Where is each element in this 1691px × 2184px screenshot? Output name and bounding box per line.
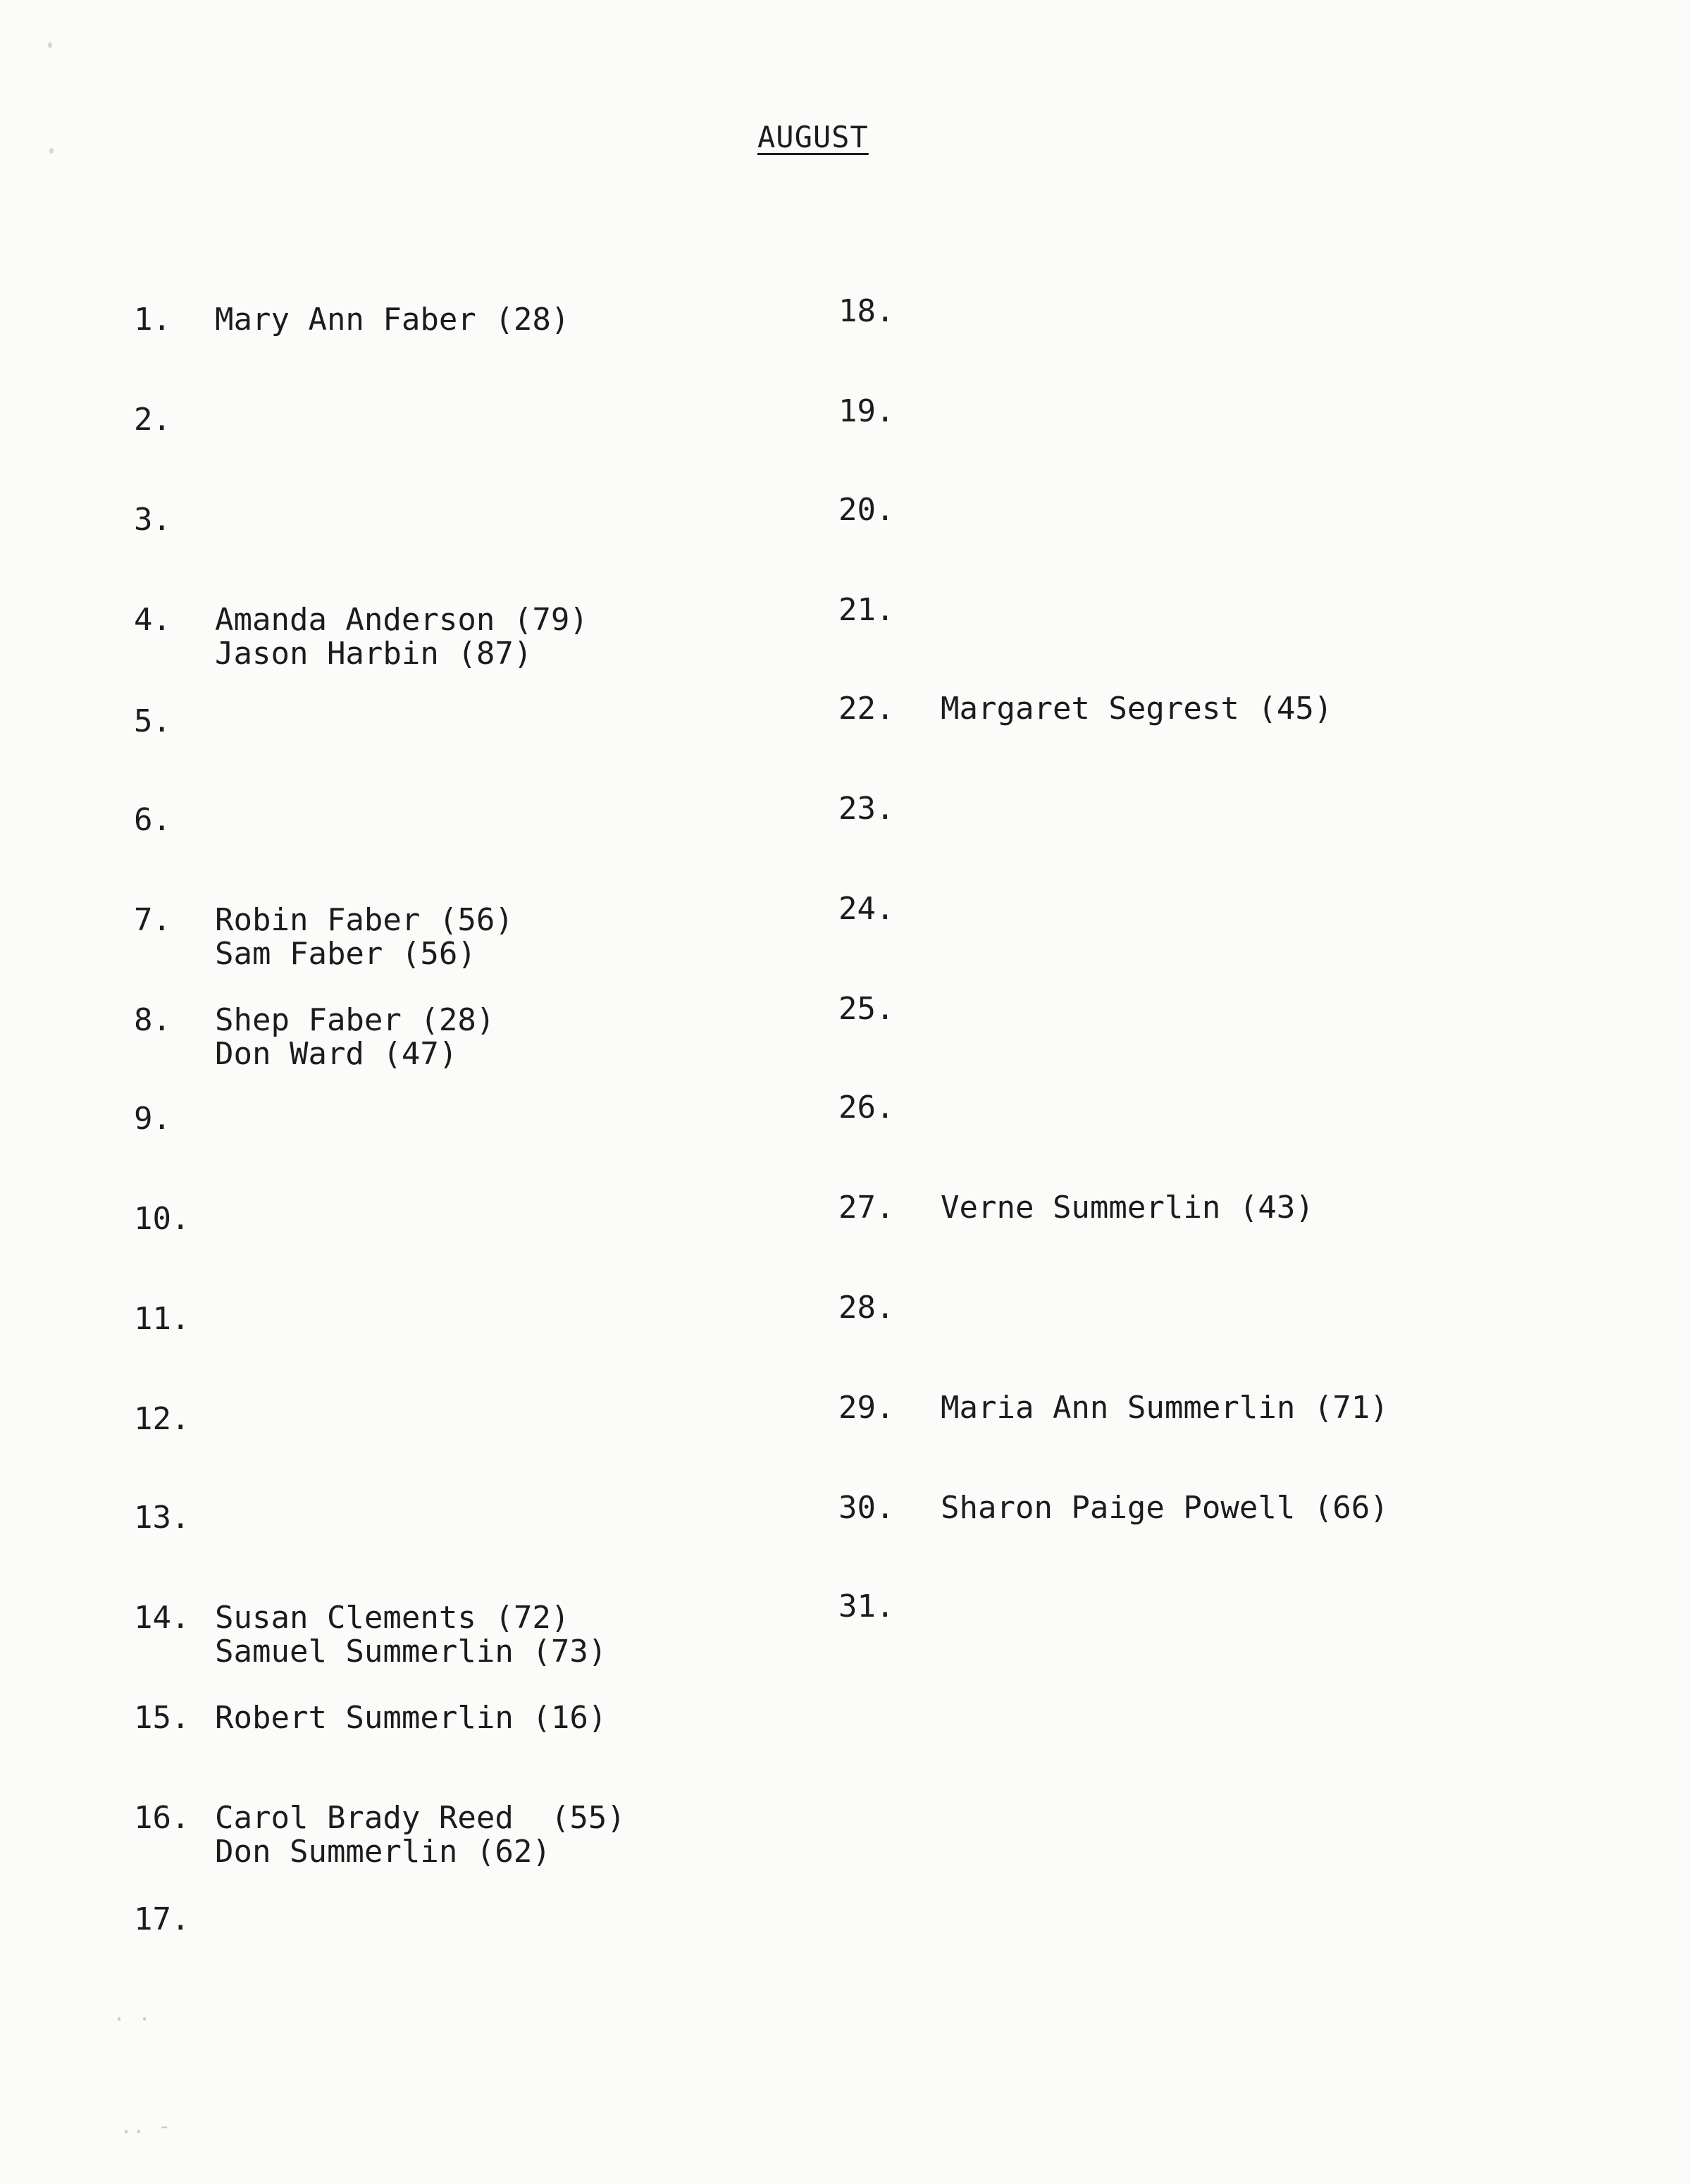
day-entry	[838, 792, 1543, 826]
day-number: 27.	[838, 1190, 895, 1226]
scan-artifact: . .	[113, 2001, 151, 2026]
person-name: Susan Clements (72)	[215, 1600, 570, 1636]
day-entry	[134, 603, 838, 671]
day-entry	[838, 1590, 1543, 1624]
day-number: 9.	[134, 1101, 171, 1137]
person-name: Shep Faber (28)	[215, 1002, 495, 1038]
day-number: 10.	[134, 1201, 190, 1237]
name-list	[215, 1601, 607, 1669]
day-entry	[838, 395, 1543, 428]
day-number: 26.	[838, 1090, 895, 1125]
scan-artifact: .. -	[120, 2114, 171, 2139]
name-list	[941, 1191, 1314, 1225]
day-entry	[134, 705, 838, 739]
day-number: 5.	[134, 703, 171, 739]
person-name: Carol Brady Reed (55)	[215, 1800, 626, 1836]
person-name: Amanda Anderson (79)	[215, 602, 588, 638]
person-name: Margaret Segrest (45)	[941, 691, 1333, 727]
day-entry	[838, 1191, 1543, 1225]
name-list	[215, 903, 514, 971]
person-name: Don Summerlin (62)	[215, 1834, 551, 1870]
name-list	[941, 692, 1332, 726]
day-entry	[838, 992, 1543, 1026]
day-number: 1.	[134, 302, 171, 338]
person-name: Jason Harbin (87)	[215, 636, 533, 672]
day-number: 16.	[134, 1800, 190, 1836]
day-entry	[838, 1291, 1543, 1325]
day-entry	[134, 503, 838, 537]
person-name: Don Ward (47)	[215, 1036, 458, 1072]
name-list	[215, 1004, 495, 1071]
name-list	[941, 1491, 1389, 1525]
day-number: 3.	[134, 502, 171, 538]
person-name: Mary Ann Faber (28)	[215, 302, 570, 338]
day-number: 12.	[134, 1401, 190, 1437]
day-entry	[838, 892, 1543, 926]
day-entry	[134, 1004, 838, 1071]
day-entry	[134, 1801, 838, 1869]
day-entry	[134, 1102, 838, 1136]
name-list	[215, 1701, 607, 1735]
day-entry	[838, 593, 1543, 627]
day-number: 11.	[134, 1301, 190, 1337]
day-number: 18.	[838, 293, 895, 329]
name-list	[215, 1801, 626, 1869]
day-entry	[134, 1202, 838, 1236]
day-number: 25.	[838, 991, 895, 1027]
day-entry	[134, 1701, 838, 1735]
day-number: 14.	[134, 1600, 190, 1636]
day-number: 28.	[838, 1290, 895, 1326]
day-number: 30.	[838, 1490, 895, 1526]
day-number: 23.	[838, 791, 895, 827]
person-name: Robin Faber (56)	[215, 902, 514, 938]
day-number: 15.	[134, 1700, 190, 1736]
person-name: Samuel Summerlin (73)	[215, 1634, 607, 1670]
person-name: Robert Summerlin (16)	[215, 1700, 607, 1736]
day-number: 17.	[134, 1901, 190, 1937]
day-number: 7.	[134, 902, 171, 938]
person-name: Verne Summerlin (43)	[941, 1190, 1314, 1226]
day-entry	[134, 1302, 838, 1336]
name-list	[215, 603, 588, 671]
day-number: 13.	[134, 1500, 190, 1536]
day-entry	[838, 1391, 1543, 1425]
day-number: 8.	[134, 1002, 171, 1038]
day-entry	[838, 1091, 1543, 1125]
day-number: 29.	[838, 1390, 895, 1426]
day-number: 6.	[134, 802, 171, 838]
day-entry	[838, 692, 1543, 726]
day-entry	[838, 1491, 1543, 1525]
day-entry	[134, 1601, 838, 1669]
day-number: 4.	[134, 602, 171, 638]
day-entry	[134, 1903, 838, 1937]
day-number: 20.	[838, 492, 895, 528]
scan-speck	[48, 42, 52, 48]
day-number: 19.	[838, 393, 895, 429]
day-entry	[134, 803, 838, 837]
day-entry	[134, 403, 838, 437]
scan-speck	[49, 148, 54, 154]
person-name: Maria Ann Summerlin (71)	[941, 1390, 1389, 1426]
day-number: 22.	[838, 691, 895, 727]
person-name: Sam Faber (56)	[215, 936, 476, 972]
day-entry	[838, 493, 1543, 527]
day-entry	[134, 303, 838, 337]
day-entry	[134, 903, 838, 971]
name-list	[941, 1391, 1389, 1425]
day-number: 31.	[838, 1588, 895, 1624]
day-entry	[134, 1402, 838, 1436]
page-title: AUGUST	[757, 120, 869, 154]
person-name: Sharon Paige Powell (66)	[941, 1490, 1389, 1526]
day-entry	[134, 1501, 838, 1535]
day-number: 2.	[134, 402, 171, 438]
name-list	[215, 303, 569, 337]
day-entry	[838, 295, 1543, 328]
day-number: 21.	[838, 592, 895, 628]
day-number: 24.	[838, 891, 895, 927]
